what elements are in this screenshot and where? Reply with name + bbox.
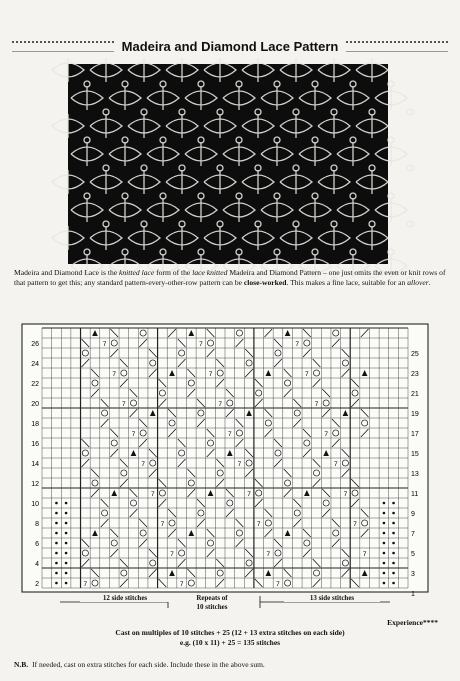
edge-dot bbox=[392, 512, 395, 515]
title-ornament-left bbox=[12, 41, 114, 52]
stitch-count: 7 bbox=[199, 341, 203, 348]
right-row-number: 21 bbox=[411, 391, 419, 398]
left-row-number: 4 bbox=[35, 561, 39, 568]
edge-dot bbox=[65, 522, 68, 525]
cast-on-instructions bbox=[0, 628, 460, 648]
edge-dot bbox=[65, 512, 68, 515]
left-row-number: 12 bbox=[31, 481, 39, 488]
stitch-count: 7 bbox=[256, 521, 261, 528]
stitch-count: 7 bbox=[333, 461, 338, 468]
edge-dot bbox=[55, 532, 58, 535]
stitch-count: 7 bbox=[102, 341, 107, 348]
edge-dot bbox=[55, 562, 58, 565]
left-row-number: 16 bbox=[31, 441, 39, 448]
stitch-count: 7 bbox=[353, 521, 357, 528]
left-row-number: 24 bbox=[31, 361, 39, 368]
intro-segment: form of the bbox=[154, 268, 193, 277]
stitch-count: 7 bbox=[218, 401, 222, 408]
intro-segment: knitted lace bbox=[119, 268, 155, 277]
edge-dot bbox=[65, 502, 68, 505]
stitch-count: 7 bbox=[295, 341, 300, 348]
right-row-number: 13 bbox=[411, 471, 419, 478]
edge-dot bbox=[383, 552, 386, 555]
edge-dot bbox=[383, 562, 386, 565]
title-ornament-right bbox=[346, 41, 448, 52]
edge-dot bbox=[55, 582, 58, 585]
right-side-label: 13 side stitches bbox=[284, 594, 380, 602]
stitch-count: 7 bbox=[170, 551, 174, 558]
stitch-count: 7 bbox=[305, 371, 309, 378]
right-row-number: 25 bbox=[411, 351, 419, 358]
edge-dot bbox=[65, 562, 68, 565]
edge-dot bbox=[383, 502, 386, 505]
cast-on-line-1: Cast on multiples of 10 stitches + 25 (12 + 13 extra stitches on each side) bbox=[115, 628, 345, 637]
edge-dot bbox=[383, 532, 386, 535]
edge-dot bbox=[55, 552, 58, 555]
edge-dot bbox=[65, 572, 68, 575]
experience-rating: Experience**** bbox=[387, 618, 438, 627]
stitch-count: 7 bbox=[150, 491, 155, 498]
left-row-number: 10 bbox=[31, 501, 39, 508]
edge-dot bbox=[55, 512, 58, 515]
stitch-count: 7 bbox=[266, 551, 271, 558]
edge-dot bbox=[383, 542, 386, 545]
edge-dot bbox=[392, 552, 395, 555]
edge-dot bbox=[65, 582, 68, 585]
stitch-count: 7 bbox=[247, 491, 251, 498]
stitch-count: 7 bbox=[112, 371, 117, 378]
intro-segment: Madeira and Diamond Lace is the bbox=[14, 268, 120, 277]
stitch-count: 7 bbox=[324, 431, 328, 438]
stitch-count: 7 bbox=[276, 581, 280, 588]
stitch-count: 7 bbox=[160, 521, 165, 528]
stitch-count: 7 bbox=[179, 581, 184, 588]
edge-dot bbox=[392, 542, 395, 545]
left-row-number: 20 bbox=[31, 401, 39, 408]
left-row-number: 8 bbox=[35, 521, 39, 528]
edge-dot bbox=[55, 542, 58, 545]
left-row-number: 14 bbox=[31, 461, 39, 468]
edge-dot bbox=[392, 502, 395, 505]
lace-photo bbox=[68, 64, 388, 264]
cast-on-line-2: e.g. (10 x 11) + 25 = 135 stitches bbox=[179, 638, 281, 647]
stitch-count: 7 bbox=[314, 401, 319, 408]
right-row-number: 23 bbox=[411, 371, 419, 378]
repeat-label-1: Repeats of bbox=[196, 594, 228, 602]
edge-dot bbox=[392, 562, 395, 565]
repeat-labels bbox=[22, 594, 428, 616]
intro-segment: close-worked bbox=[243, 278, 287, 287]
edge-dot bbox=[392, 522, 395, 525]
nb-text: If needed, cast on extra stitches for each side. Include these in the above sum. bbox=[32, 660, 265, 669]
repeat-label-2: 10 stitches bbox=[196, 603, 228, 611]
stitch-count: 7 bbox=[237, 461, 242, 468]
edge-dot bbox=[383, 572, 386, 575]
edge-dot bbox=[65, 552, 68, 555]
left-side-label: 12 side stitches bbox=[80, 594, 170, 602]
edge-dot bbox=[383, 582, 386, 585]
edge-dot bbox=[65, 532, 68, 535]
right-row-number: 7 bbox=[411, 531, 415, 538]
intro-segment: lace knitted bbox=[192, 268, 228, 277]
edge-dot bbox=[392, 572, 395, 575]
intro-segment: Madeira and Diamond Pattern – one just omits the even or knit rows of that pattern to get this; any standard pattern-every-other-row pattern can be bbox=[14, 268, 446, 287]
stitch-count: 7 bbox=[343, 491, 348, 498]
right-row-number: 11 bbox=[411, 491, 419, 498]
stitch-count: 7 bbox=[131, 431, 136, 438]
right-row-number: 17 bbox=[411, 431, 419, 438]
stitch-count: 7 bbox=[141, 461, 145, 468]
right-row-number: 19 bbox=[411, 411, 419, 418]
edge-dot bbox=[383, 512, 386, 515]
left-row-number: 26 bbox=[31, 341, 39, 348]
edge-dot bbox=[392, 532, 395, 535]
right-row-number: 3 bbox=[411, 571, 415, 578]
edge-dot bbox=[55, 502, 58, 505]
stitch-count: 7 bbox=[122, 401, 126, 408]
edge-dot bbox=[55, 522, 58, 525]
stitch-count: 7 bbox=[83, 581, 88, 588]
edge-dot bbox=[392, 582, 395, 585]
right-row-number: 1 bbox=[411, 591, 415, 598]
left-row-number: 6 bbox=[35, 541, 39, 548]
left-row-number: 2 bbox=[35, 581, 39, 588]
left-row-number: 22 bbox=[31, 381, 39, 388]
stitch-count: 7 bbox=[362, 551, 367, 558]
left-row-number: 18 bbox=[31, 421, 39, 428]
stitch-count: 7 bbox=[228, 431, 232, 438]
edge-dot bbox=[65, 542, 68, 545]
edge-dot bbox=[383, 522, 386, 525]
title-bar bbox=[12, 38, 448, 54]
right-row-number: 9 bbox=[411, 511, 415, 518]
edge-dot bbox=[55, 572, 58, 575]
right-row-number: 15 bbox=[411, 451, 419, 458]
nb-label: N.B. bbox=[14, 660, 29, 669]
stitch-count: 7 bbox=[208, 371, 213, 378]
page-title: Madeira and Diamond Lace Pattern bbox=[121, 38, 339, 54]
intro-segment: allover bbox=[407, 278, 429, 287]
intro-paragraph bbox=[14, 268, 446, 288]
nb-note bbox=[14, 660, 265, 669]
right-row-number: 5 bbox=[411, 551, 415, 558]
intro-segment: . bbox=[428, 278, 431, 287]
intro-segment: . This makes a fine lace, suitable for an bbox=[286, 278, 408, 287]
